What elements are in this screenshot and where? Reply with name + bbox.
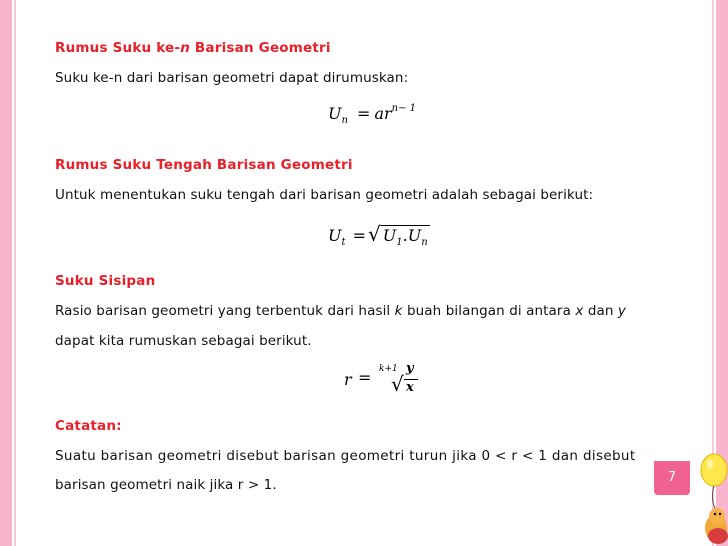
formula-exponent: n− 1 — [391, 102, 416, 114]
formula-sub: n — [341, 115, 348, 127]
formula-eq: = — [358, 368, 372, 387]
page-number-badge: 7 — [654, 461, 690, 495]
formula-symbol: ar — [374, 104, 392, 123]
formula-sub: n — [421, 237, 428, 249]
formula-ut — [328, 222, 430, 248]
left-stripe — [0, 0, 12, 546]
text-part: dan — [583, 303, 618, 319]
formula-symbol: U — [328, 226, 342, 245]
formula-sub: 1 — [396, 237, 403, 249]
text-catatan-1: Suatu barisan geometri disebut barisan geometri turun jika 0 < r < 1 dan disebut — [55, 448, 636, 464]
text-suku-ke-n: Suku ke-n dari barisan geometri dapat dirumuskan: — [55, 70, 409, 86]
text-rasio — [55, 303, 626, 319]
formula-symbol: U — [328, 104, 342, 123]
sqrt-content — [381, 225, 430, 249]
formula-un — [328, 104, 416, 126]
fraction-denominator: x — [406, 380, 414, 395]
formula-eq: = — [357, 104, 371, 123]
text-var: k — [394, 303, 403, 319]
formula-symbol: r — [344, 370, 352, 389]
text-rumuskan: dapat kita rumuskan sebagai berikut. — [55, 333, 312, 349]
heading-rumus-suku-ke-n — [55, 40, 331, 56]
formula-eq: = — [352, 226, 367, 245]
text-catatan-2: barisan geometri naik jika r > 1. — [55, 477, 277, 493]
fraction-numerator: y — [406, 361, 414, 376]
heading-part: Barisan Geometri — [190, 40, 331, 56]
formula-sub: t — [341, 237, 346, 249]
formula-r — [344, 361, 434, 400]
text-part: buah bilangan di antara — [402, 303, 576, 319]
heading-suku-tengah: Rumus Suku Tengah Barisan Geometri — [55, 157, 353, 173]
text-suku-tengah: Untuk menentukan suku tengah dari barisan geometri adalah sebagai berikut: — [55, 187, 594, 203]
heading-catatan: Catatan: — [55, 418, 122, 434]
root-index: k+1 — [379, 364, 398, 374]
heading-var: n — [180, 40, 191, 56]
heading-suku-sisipan: Suku Sisipan — [55, 273, 156, 289]
formula-symbol: U — [407, 226, 422, 245]
heading-part: Rumus Suku ke- — [55, 40, 181, 56]
formula-symbol: U — [382, 226, 397, 245]
balloon-icon — [690, 450, 728, 546]
formula-dot: . — [402, 226, 408, 245]
left-stripe-thin — [14, 0, 16, 546]
text-part: Rasio barisan geometri yang terbentuk dari hasil — [55, 303, 395, 319]
text-var: y — [617, 303, 627, 319]
root-icon: √ — [391, 372, 404, 396]
text-var: x — [575, 303, 584, 319]
sqrt-icon: √ — [368, 222, 381, 246]
